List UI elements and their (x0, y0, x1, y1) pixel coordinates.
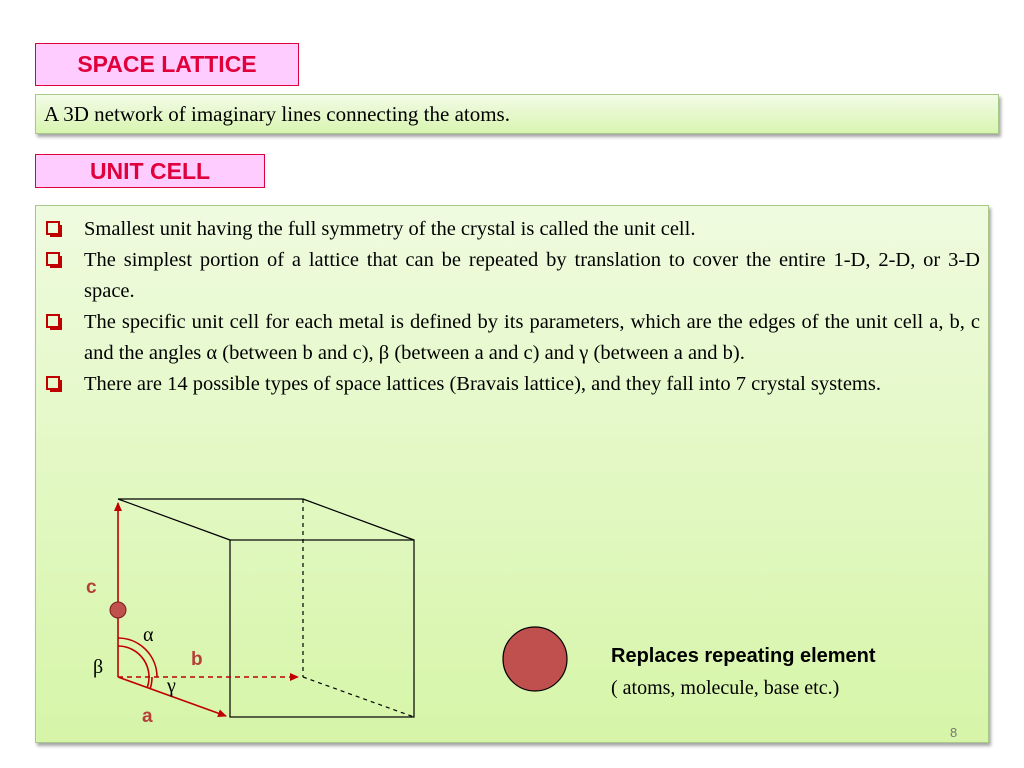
unit-cell-heading-text: UNIT CELL (89, 157, 211, 184)
cube-edge (303, 499, 414, 540)
repeating-element-circle (503, 627, 567, 691)
space-lattice-definition-text: A 3D network of imaginary lines connecting the atoms. (44, 101, 510, 126)
cube-front-face (230, 540, 414, 717)
unit-cell-axes (118, 503, 298, 716)
page-number: 8 (950, 725, 958, 740)
legend-subtitle: ( atoms, molecule, base etc.) (611, 677, 840, 699)
cube-hidden-edge (303, 677, 414, 717)
angle-gamma-arc (150, 677, 152, 689)
angle-beta-label: β (93, 656, 104, 678)
bullet-text: The specific unit cell for each metal is defined by its parameters, which are the edges of the unit cell a, b, c and the angles α (between b and c), β (between a and c) and γ (between a and b). (84, 311, 980, 364)
bullet-text: There are 14 possible types of space lattices (Bravais lattice), and they fall into 7 crystal systems. (84, 373, 881, 395)
legend-title: Replaces repeating element (611, 645, 876, 667)
bullet-text: Smallest unit having the full symmetry of the crystal is called the unit cell. (84, 218, 696, 240)
edge-c-label: c (86, 577, 97, 598)
bullet-text: The simplest portion of a lattice that can be repeated by translation to cover the entire 1-D, 2-D, or 3-D space. (84, 249, 980, 302)
space-lattice-heading-text: SPACE LATTICE (77, 51, 257, 77)
edge-b-label: b (191, 649, 203, 670)
cube-edge (118, 499, 230, 540)
atom-marker (110, 602, 126, 618)
angle-alpha-label: α (143, 624, 154, 646)
angle-gamma-label: γ (167, 675, 176, 697)
angle-beta-arc (118, 646, 149, 688)
cube-edges (118, 499, 414, 717)
edge-a-label: a (142, 706, 153, 727)
